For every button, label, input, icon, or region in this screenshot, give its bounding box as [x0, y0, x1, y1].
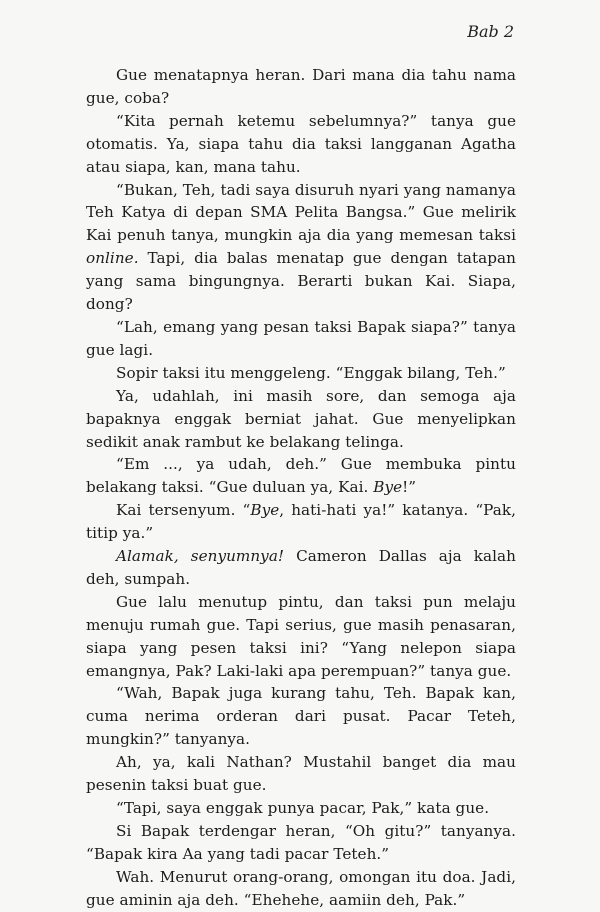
- paragraph: “Wah, Bapak juga kurang tahu, Teh. Bapak kan, cuma nerima orderan dari pusat. Pacar Teteh, mungkin?” tanyanya.: [86, 684, 516, 749]
- body-text: [86, 64, 516, 912]
- paragraph: Gue menatapnya heran. Dari mana dia tahu nama gue, coba?: [86, 66, 516, 107]
- paragraph: “Tapi, saya enggak punya pacar, Pak,” kata gue.: [116, 799, 490, 817]
- paragraph: Ya, udahlah, ini masih sore, dan semoga aja bapaknya enggak berniat jahat. Gue menyelipkan sedikit anak rambut ke belakang telinga.: [86, 386, 516, 451]
- paragraph: Kai tersenyum. “Bye, hati-hati ya!” katanya. “Pak, titip ya.”: [86, 501, 516, 543]
- paragraph: Gue lalu menutup pintu, dan taksi pun melaju menuju rumah gue. Tapi serius, gue masih penasaran, siapa yang pesen taksi ini? “Yang nelepon siapa emangnya, Pak? Laki-laki apa perempuan?” tanya gue.: [86, 592, 516, 680]
- paragraph: “Em ..., ya udah, deh.” Gue membuka pintu belakang taksi. “Gue duluan ya, Kai. Bye!”: [86, 455, 516, 497]
- paragraph: Ah, ya, kali Nathan? Mustahil banget dia mau pesenin taksi buat gue.: [86, 753, 516, 795]
- running-header: Bab 2: [467, 22, 514, 41]
- paragraph: “Lah, emang yang pesan taksi Bapak siapa?” tanya gue lagi.: [86, 317, 516, 359]
- paragraph: “Bukan, Teh, tadi saya disuruh nyari yang namanya Teh Katya di depan SMA Pelita Bangsa.” Gue melirik Kai penuh tanya, mungkin aja dia yang memesan taksi online. Tapi, dia balas menatap gue dengan tatapan yang sama bingungnya. Berarti bukan Kai. Siapa, dong?: [86, 180, 516, 314]
- paragraph: Sopir taksi itu menggeleng. “Enggak bilang, Teh.”: [116, 363, 506, 382]
- paragraph: Alamak, senyumnya! Cameron Dallas aja kalah deh, sumpah.: [86, 547, 516, 588]
- paragraph: Wah. Menurut orang-orang, omongan itu doa. Jadi, gue aminin aja deh. “Ehehehe, aamiin deh, Pak.”: [86, 867, 516, 909]
- paragraph: Si Bapak terdengar heran, “Oh gitu?” tanyanya. “Bapak kira Aa yang tadi pacar Teteh.”: [86, 821, 516, 863]
- paragraph: “Kita pernah ketemu sebelumnya?” tanya gue otomatis. Ya, siapa tahu dia taksi langganan Agatha atau siapa, kan, mana tahu.: [86, 111, 516, 176]
